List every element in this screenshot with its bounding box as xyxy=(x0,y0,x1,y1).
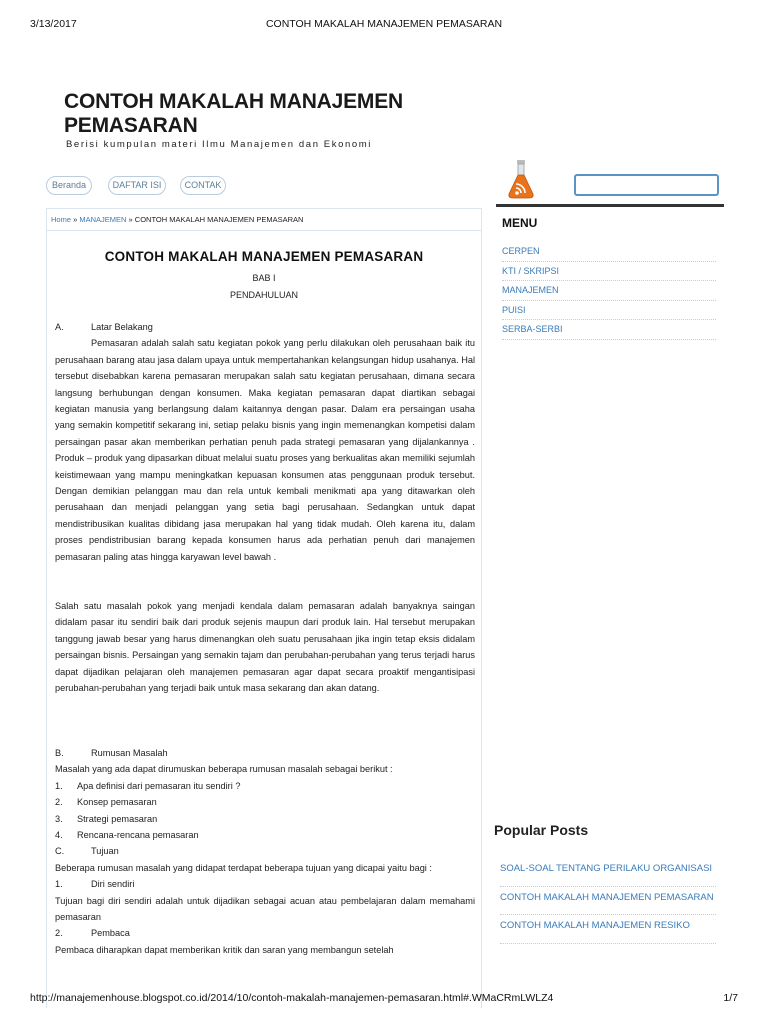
nav-contact-button[interactable]: CONTAK xyxy=(180,176,226,195)
section-number: A. xyxy=(55,322,64,332)
list-number: 1. xyxy=(55,780,63,791)
print-footer xyxy=(30,992,738,1006)
sidebar-divider xyxy=(496,204,724,207)
list-text: Konsep pemasaran xyxy=(77,797,157,808)
goal-heading xyxy=(55,876,475,892)
section-number: C. xyxy=(55,846,65,857)
menu-item-manajemen[interactable]: MANAJEMEN xyxy=(502,281,716,301)
breadcrumb-separator: » xyxy=(126,215,135,224)
post-container xyxy=(46,208,482,1008)
nav-home-button[interactable]: Beranda xyxy=(46,176,92,195)
popular-post-link[interactable]: CONTOH MAKALAH MANAJEMEN RESIKO xyxy=(500,915,716,944)
section-a-heading xyxy=(55,319,475,335)
print-url: http://manajemenhouse.blogspot.co.id/2014/10/contoh-makalah-manajemen-pemasaran.html#.WMaCRmLWLZ4 xyxy=(30,992,554,1004)
section-b-intro: Masalah yang ada dapat dirumuskan beberapa rumusan masalah sebagai berikut : xyxy=(55,764,393,775)
popular-post-link[interactable]: CONTOH MAKALAH MANAJEMEN PEMASARAN xyxy=(500,887,716,916)
breadcrumb xyxy=(47,209,481,231)
site-description: Berisi kumpulan materi Ilmu Manajemen dan Ekonomi xyxy=(66,139,372,150)
section-c-intro: Beberapa rumusan masalah yang didapat terdapat beberapa tujuan yang dicapai yaitu bagi : xyxy=(55,862,432,873)
menu-item-cerpen[interactable]: CERPEN xyxy=(502,242,716,262)
list-text: Strategi pemasaran xyxy=(77,813,158,824)
section-b-heading xyxy=(55,745,475,761)
section-number: B. xyxy=(55,748,64,758)
paragraph: Salah satu masalah pokok yang menjadi kendala dalam pemasaran adalah banyaknya saingan didalam pasar itu sendiri baik dari produk sejenis maupun dari produk lain. Hal tersebut merupakan tanggung jawab besar yang harus dimenangkan oleh suatu perusahaan jika ingin tetap eksis didalam persaingan bisnis. Persaingan yang semakin tajam dan perubahan-perubahan yang terus terjadi harus dapat dijadikan pelajaran oleh manajemen pemasaran agar dapat secara proaktif mengantisipasi perubahan-perubahan yang terjadi baik untuk masa sekarang dan akan datang. xyxy=(55,601,475,694)
print-date: 3/13/2017 xyxy=(30,18,77,30)
paragraph: Pemasaran adalah salah satu kegiatan pokok yang perlu dilakukan oleh perusahaan baik itu perusahaan barang atau jasa dalam upaya untuk mempertahankan kelangsungan hidup usahanya. Hal tersebut disebabkan karena pemasaran merupakan salah satu kegiatan perusahaan, dimana secara langsung berhubungan dengan konsumen. Maka kegiatan pemasaran dapat diartikan sebagai kegiatan manusia yang berlangsung dalam kaitannya dengan pasar. Dalam era persaingan usaha yang semakin kompetitif sekarang ini, setiap pelaku bisnis yang ingin memenangkan kompetisi dalam persaingan pasar akan memberikan perhatian penuh pada strategi pemasaran yang dijalankannya . Produk – produk yang dipasarkan dibuat melalui suatu proses yang berkualitas akan memiliki sejumlah keistimewaan yang mampu meningkatkan kepuasan konsumen atas penggunaan produk tersebut. Dengan demikian pelanggan mau dan rela untuk kembali menikmati apa yang ditawarkan oleh perusahaan dan menjadi pelanggan yang setia bagi perusahaan. Sedangkan untuk dapat mendistribusikan kualitas dibidang jasa merupakan hal yang tidak mudah. Oleh karena itu, dalam proses pendistribusian barang kepada konsumen harus ada perhatian penuh dari manajemen pemasaran paling atas hingga karyawan level bawah . xyxy=(55,338,475,562)
list-number: 2. xyxy=(55,797,63,808)
menu-heading: MENU xyxy=(502,216,538,230)
section-title: Latar Belakang xyxy=(91,322,153,332)
section-title: Rumusan Masalah xyxy=(91,748,168,758)
menu-item-serba-serbi[interactable]: SERBA-SERBI xyxy=(502,320,716,340)
post-body-part3 xyxy=(55,745,475,958)
list-number: 3. xyxy=(55,813,63,824)
breadcrumb-current: CONTOH MAKALAH MANAJEMEN PEMASARAN xyxy=(134,215,304,224)
list-number: 4. xyxy=(55,830,63,841)
site-title[interactable]: CONTOH MAKALAH MANAJEMEN PEMASARAN xyxy=(64,90,403,137)
feed-flask-icon[interactable] xyxy=(506,158,536,200)
list-number: 1. xyxy=(55,879,63,890)
menu-list xyxy=(502,242,716,340)
list-text: Apa definisi dari pemasaran itu sendiri ? xyxy=(77,780,241,791)
paragraph: Pembaca diharapkan dapat memberikan kritik dan saran yang membangun setelah xyxy=(55,944,394,955)
breadcrumb-home-link[interactable]: Home xyxy=(51,215,72,224)
paragraph: Tujuan bagi diri sendiri adalah untuk dijadikan sebagai acuan atau pembelajaran dalam memahami pemasaran xyxy=(55,895,475,923)
list-item xyxy=(55,778,475,794)
print-header xyxy=(30,18,738,32)
popular-post-link[interactable]: SOAL-SOAL TENTANG PERILAKU ORGANISASI xyxy=(500,858,716,887)
chapter-number: BAB I xyxy=(252,273,276,283)
list-text: Rencana-rencana pemasaran xyxy=(77,830,199,841)
list-item xyxy=(55,794,475,810)
breadcrumb-category-link[interactable]: MANAJEMEN xyxy=(79,215,127,224)
list-item xyxy=(55,811,475,827)
list-text: Diri sendiri xyxy=(91,879,135,890)
list-item xyxy=(55,827,475,843)
post-title: CONTOH MAKALAH MANAJEMEN PEMASARAN xyxy=(104,249,424,264)
search-input[interactable] xyxy=(574,174,719,196)
post-body-part1 xyxy=(55,319,475,565)
post-body-part2 xyxy=(55,598,475,696)
breadcrumb-separator: » xyxy=(71,215,80,224)
menu-item-puisi[interactable]: PUISI xyxy=(502,301,716,321)
menu-item-kti-skripsi[interactable]: KTI / SKRIPSI xyxy=(502,262,716,282)
goal-heading xyxy=(55,925,475,941)
section-c-heading xyxy=(55,843,475,859)
chapter-title: PENDAHULUAN xyxy=(229,290,298,300)
print-title: CONTOH MAKALAH MANAJEMEN PEMASARAN xyxy=(265,18,503,30)
list-text: Pembaca xyxy=(91,928,130,939)
print-page-number: 1/7 xyxy=(723,992,738,1004)
popular-posts-heading: Popular Posts xyxy=(494,822,589,838)
popular-posts-list xyxy=(500,858,716,944)
list-number: 2. xyxy=(55,928,63,939)
nav-table-of-contents-button[interactable]: DAFTAR ISI xyxy=(108,176,166,195)
section-title: Tujuan xyxy=(91,846,119,857)
